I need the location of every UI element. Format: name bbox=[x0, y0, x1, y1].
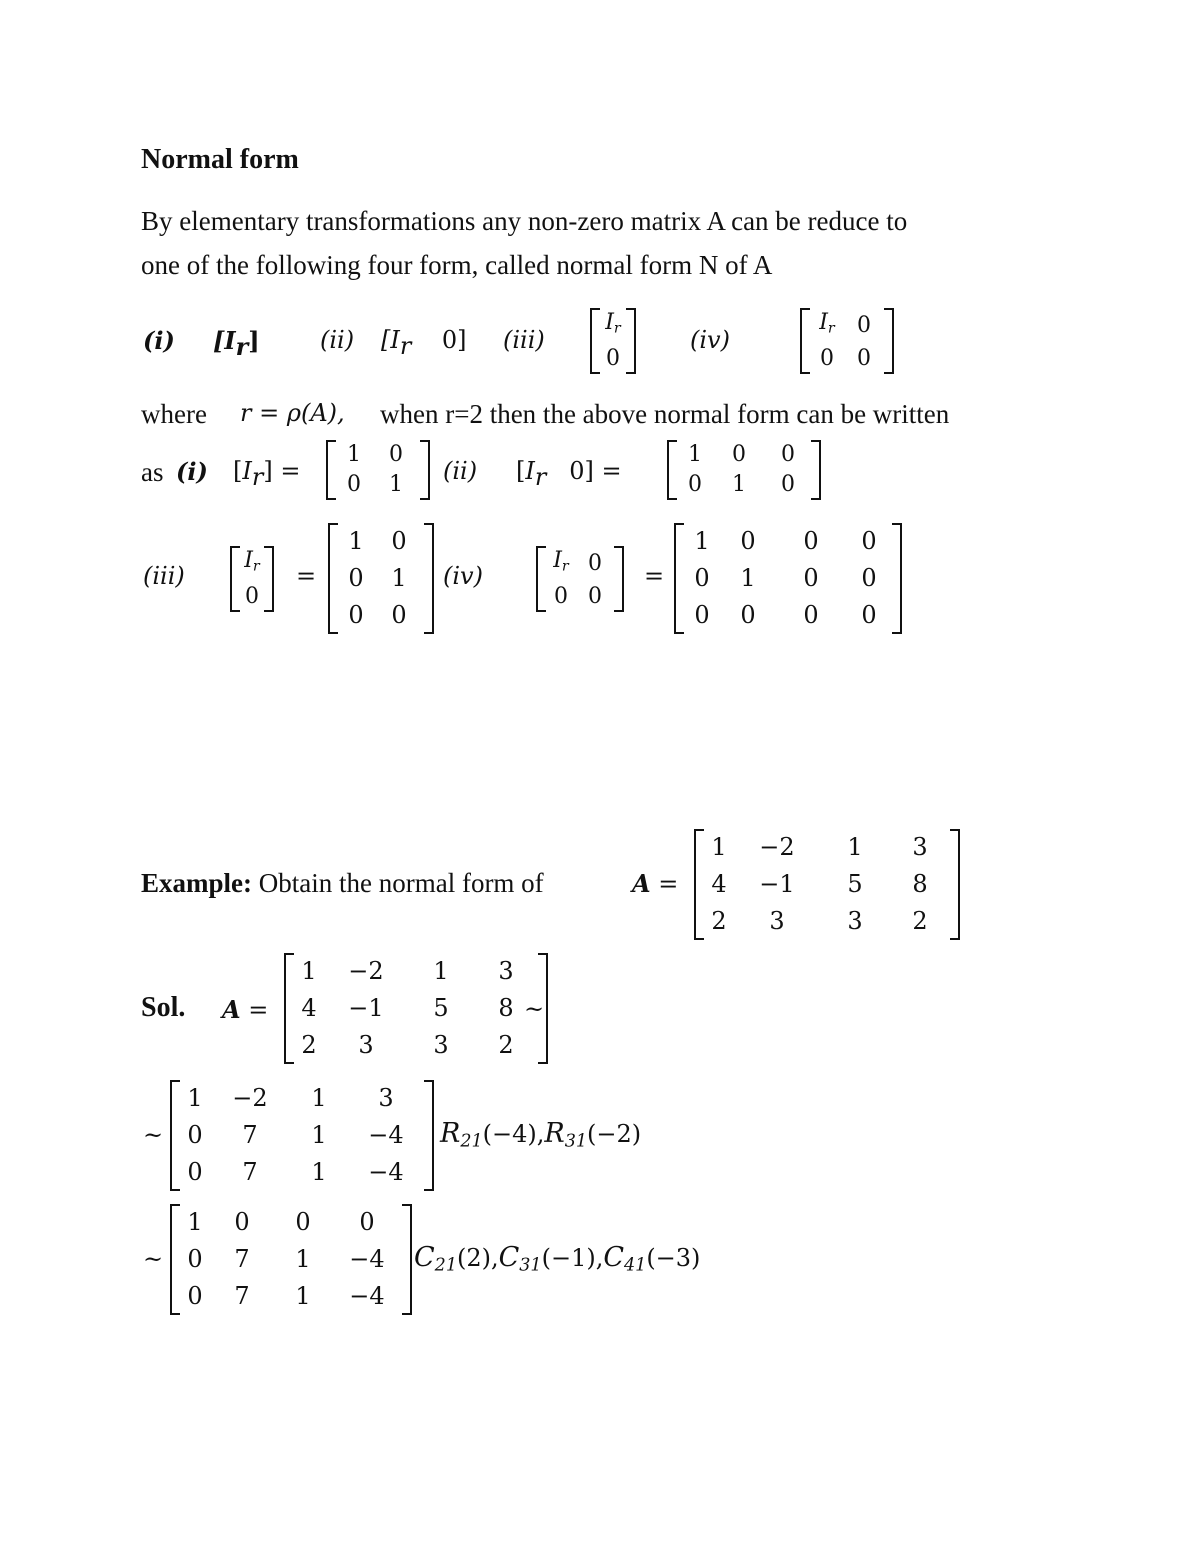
r2-iv-matrix-cell: 0 bbox=[861, 527, 877, 555]
example-label: Example: bbox=[141, 868, 252, 898]
step2-matrix-cell: 0 bbox=[187, 1282, 203, 1310]
step1-matrix-cell: 0 bbox=[187, 1158, 203, 1186]
tilde-3: ~ bbox=[143, 1245, 164, 1273]
step2-matrix-cell: 0 bbox=[295, 1208, 311, 1236]
step2-matrix-cell: 0 bbox=[234, 1208, 250, 1236]
form-i-expr: $[I_r]$ bbox=[213, 326, 260, 361]
solution-matrix-cell: 4 bbox=[301, 994, 317, 1022]
form-iii-matrix: $I_r$ 0 bbox=[590, 308, 636, 374]
r2-iv-matrix-cell: 1 bbox=[694, 527, 710, 555]
form-i-label: (i) bbox=[143, 326, 175, 355]
tilde-2: ~ bbox=[143, 1121, 164, 1149]
form-iii-label: (iii) bbox=[503, 326, 545, 354]
example-matrix bbox=[694, 829, 960, 940]
r2-iii-matrix-cell: 0 bbox=[391, 601, 407, 629]
r2-ii-expr: [$I_r$ 0] = bbox=[516, 457, 622, 491]
step1-matrix-cell: 3 bbox=[378, 1084, 394, 1112]
r2-i-label: (i) bbox=[176, 457, 208, 486]
r2-iii-matrix-cell: 0 bbox=[391, 527, 407, 555]
r2-iii-form: $I_r$ 0 bbox=[230, 546, 274, 612]
r2-iv-matrix-cell: 0 bbox=[694, 601, 710, 629]
step2-matrix-cell: 1 bbox=[295, 1282, 311, 1310]
solution-matrix-cell: 1 bbox=[433, 957, 449, 985]
example-matrix-cell: 5 bbox=[847, 870, 863, 898]
example-matrix-cell: 1 bbox=[711, 833, 727, 861]
r2-iii-matrix bbox=[328, 523, 434, 634]
solution-matrix-cell: 2 bbox=[301, 1031, 317, 1059]
solution-matrix bbox=[284, 953, 548, 1064]
example-matrix-cell: 3 bbox=[912, 833, 928, 861]
r2-iii-matrix-cell: 0 bbox=[348, 601, 364, 629]
solution-a-eq: A = bbox=[222, 995, 269, 1024]
solution-matrix-cell: 5 bbox=[433, 994, 449, 1022]
example-matrix-cell: 3 bbox=[769, 907, 785, 935]
step1-matrix-cell: 1 bbox=[187, 1084, 203, 1112]
r2-iv-matrix-cell: 0 bbox=[861, 564, 877, 592]
step2-matrix-cell: 0 bbox=[187, 1245, 203, 1273]
step2-matrix-cell: 1 bbox=[295, 1245, 311, 1273]
step1-matrix-cell: 7 bbox=[242, 1121, 258, 1149]
example-a-eq: A = bbox=[632, 869, 679, 898]
rank-expression: r = ρ(A), bbox=[240, 399, 345, 427]
form-iv-label: (iv) bbox=[690, 326, 730, 354]
step2-matrix-cell: 7 bbox=[234, 1282, 250, 1310]
step1-matrix-cell: 1 bbox=[311, 1084, 327, 1112]
solution-label: Sol. bbox=[141, 992, 186, 1023]
r2-ii-matrix-cell: 0 bbox=[781, 472, 795, 497]
step1-matrix-cell: 1 bbox=[311, 1158, 327, 1186]
example-matrix-cell: 1 bbox=[847, 833, 863, 861]
r2-ii-matrix-cell: 1 bbox=[732, 472, 746, 497]
solution-matrix-cell: 3 bbox=[433, 1031, 449, 1059]
r2-i-matrix-cell: 0 bbox=[347, 472, 361, 497]
r2-ii-matrix-cell: 1 bbox=[688, 442, 702, 467]
r2-iv-matrix-cell: 0 bbox=[740, 601, 756, 629]
step2-matrix-cell: −4 bbox=[349, 1245, 385, 1273]
step2-matrix-cell: 0 bbox=[359, 1208, 375, 1236]
example-matrix-cell: 2 bbox=[711, 907, 727, 935]
r2-iii-matrix-cell: 1 bbox=[348, 527, 364, 555]
step2-matrix bbox=[170, 1204, 412, 1315]
step1-matrix-cell: 7 bbox=[242, 1158, 258, 1186]
form-ii-label: (ii) bbox=[320, 326, 355, 354]
r2-iv-matrix bbox=[674, 523, 902, 634]
solution-matrix-cell: 2 bbox=[498, 1031, 514, 1059]
example-matrix-cell: 2 bbox=[912, 907, 928, 935]
step1-matrix-cell: 0 bbox=[187, 1121, 203, 1149]
example-matrix-cell: −1 bbox=[759, 870, 795, 898]
solution-matrix-cell: 8 bbox=[498, 994, 514, 1022]
step1-matrix-cell: 1 bbox=[311, 1121, 327, 1149]
r2-i-matrix-cell: 1 bbox=[347, 442, 361, 467]
form-iv-matrix: $I_r$ 0 0 0 bbox=[800, 308, 894, 374]
r2-ii-matrix-cell: 0 bbox=[781, 442, 795, 467]
r2-iv-label: (iv) bbox=[443, 562, 483, 590]
r2-i-matrix bbox=[326, 440, 430, 500]
r2-ii-matrix-cell: 0 bbox=[688, 472, 702, 497]
r2-iii-matrix-cell: 0 bbox=[348, 564, 364, 592]
as-word: as bbox=[141, 457, 164, 487]
r2-iii-label: (iii) bbox=[143, 562, 185, 590]
step2-matrix-cell: 7 bbox=[234, 1245, 250, 1273]
intro-line-1: By elementary transformations any non-zero matrix A can be reduce to bbox=[141, 206, 908, 236]
step2-ops: $C_{21}(2),C_{31}(-1),C_{41}(-3)$ bbox=[414, 1242, 701, 1276]
step1-matrix-cell: −4 bbox=[368, 1158, 404, 1186]
r2-iv-matrix-cell: 0 bbox=[803, 601, 819, 629]
step2-matrix-cell: 1 bbox=[187, 1208, 203, 1236]
r2-iv-matrix-cell: 0 bbox=[861, 601, 877, 629]
r2-ii-matrix-cell: 0 bbox=[732, 442, 746, 467]
solution-matrix-cell: 3 bbox=[498, 957, 514, 985]
r2-i-matrix-cell: 1 bbox=[389, 472, 403, 497]
r2-i-matrix-cell: 0 bbox=[389, 442, 403, 467]
step2-matrix-cell: −4 bbox=[349, 1282, 385, 1310]
example-matrix-cell: −2 bbox=[759, 833, 795, 861]
r2-ii-matrix bbox=[667, 440, 821, 500]
r2-iv-matrix-cell: 0 bbox=[803, 564, 819, 592]
form-ii-expr: [$I_r$ 0] bbox=[381, 326, 467, 360]
r2-iv-matrix-cell: 0 bbox=[694, 564, 710, 592]
r2-iv-matrix-cell: 0 bbox=[740, 527, 756, 555]
r2-iv-matrix-cell: 1 bbox=[740, 564, 756, 592]
step1-ops: $R_{21}(-4),R_{31}(-2)$ bbox=[440, 1118, 642, 1152]
solution-matrix-cell: −2 bbox=[348, 957, 384, 985]
example-line bbox=[141, 870, 544, 897]
solution-matrix-cell: −1 bbox=[348, 994, 384, 1022]
r2-i-expr: $[I_r]$ = bbox=[233, 457, 301, 491]
where-rest: when r=2 then the above normal form can be written bbox=[380, 399, 950, 429]
step1-matrix bbox=[170, 1080, 434, 1191]
r2-iv-matrix-cell: 0 bbox=[803, 527, 819, 555]
r2-iii-eq: = bbox=[296, 562, 317, 590]
step1-matrix-cell: −4 bbox=[368, 1121, 404, 1149]
page-title: Normal form bbox=[141, 144, 299, 175]
example-text: Obtain the normal form of bbox=[258, 868, 544, 898]
r2-iv-eq: = bbox=[644, 562, 665, 590]
r2-iv-form: $I_r$ 0 0 0 bbox=[536, 546, 624, 612]
step1-matrix-cell: −2 bbox=[232, 1084, 268, 1112]
solution-matrix-cell: 3 bbox=[358, 1031, 374, 1059]
example-matrix-cell: 4 bbox=[711, 870, 727, 898]
example-matrix-cell: 8 bbox=[912, 870, 928, 898]
where-word: where bbox=[141, 399, 207, 429]
tilde-1: ~ bbox=[524, 995, 545, 1023]
r2-ii-label: (ii) bbox=[443, 457, 478, 485]
intro-line-2: one of the following four form, called normal form N of A bbox=[141, 250, 773, 280]
r2-iii-matrix-cell: 1 bbox=[391, 564, 407, 592]
solution-matrix-cell: 1 bbox=[301, 957, 317, 985]
example-matrix-cell: 3 bbox=[847, 907, 863, 935]
